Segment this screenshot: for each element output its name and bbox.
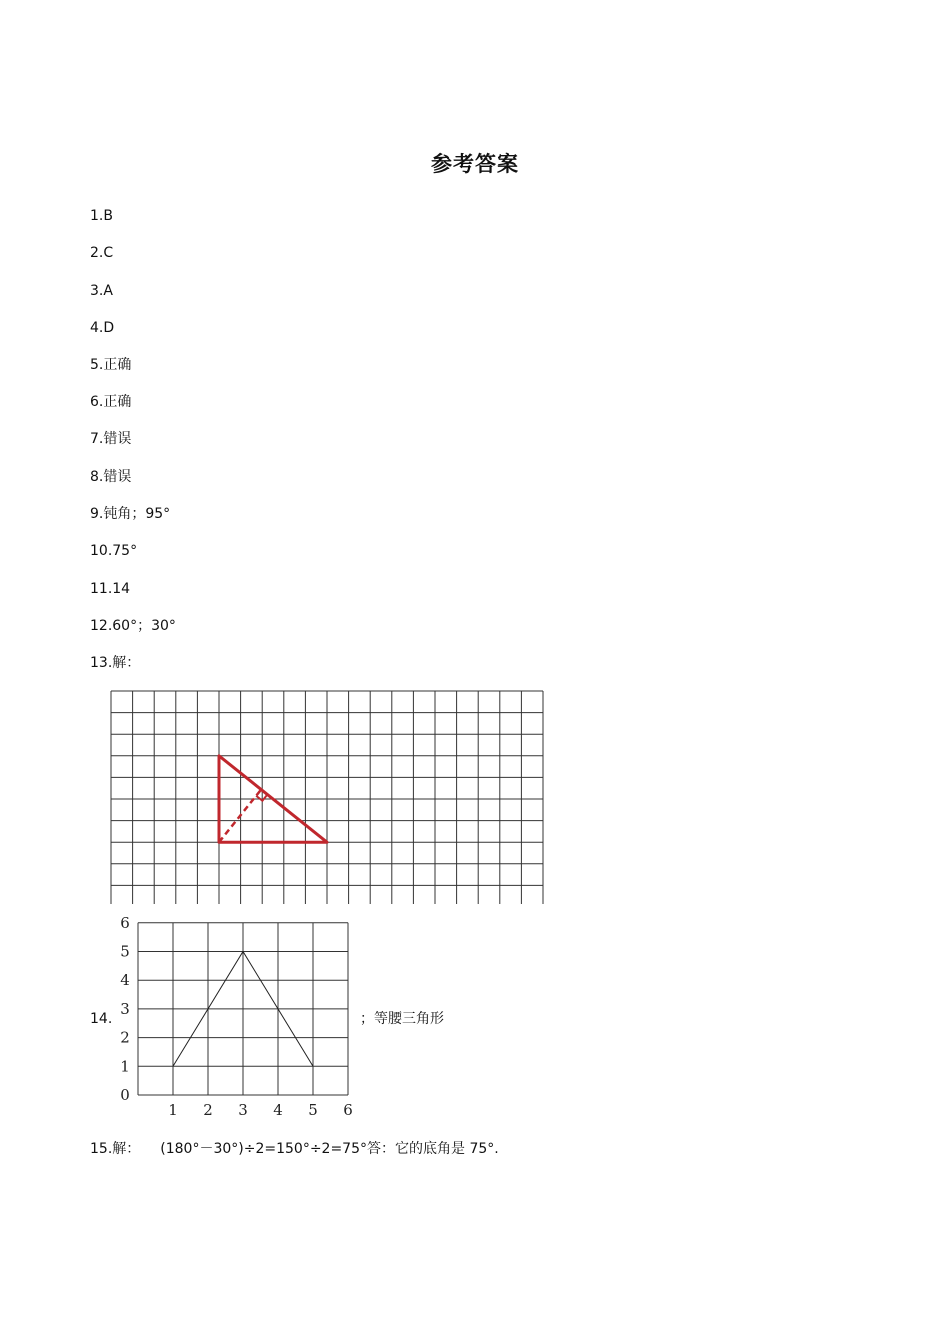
answer-9: 9.钝角；95° [90,506,171,522]
answer-11: 11.14 [90,581,131,597]
answer-8: 8.错误 [90,469,132,485]
answer-2: 2.C [90,245,114,261]
answer-10: 10.75° [90,543,138,559]
q14-coordinate-grid [112,914,362,1124]
answer-3: 3.A [90,283,113,299]
q14-y-tick-label: 0 [120,1086,130,1104]
q14-y-tick-label: 6 [120,914,130,932]
q14-x-tick-label: 5 [308,1101,318,1119]
answer-1: 1.B [90,208,113,224]
answer-7: 7.错误 [90,431,132,447]
q14-x-tick-label: 6 [343,1101,353,1119]
q13-altitude-dashed [219,790,261,843]
answer-15-label: 15.解： [90,1141,141,1157]
q14-x-tick-label: 1 [168,1101,178,1119]
q14-y-tick-label: 4 [120,971,130,990]
q14-y-tick-label: 3 [120,999,130,1018]
answer-4: 4.D [90,320,115,336]
answer-13: 13.解： [90,655,141,671]
answer-12: 12.60°；30° [90,618,176,634]
q14-x-tick-label: 3 [238,1101,248,1119]
q14-x-tick-label: 2 [203,1101,213,1119]
q14-y-tick-label: 2 [120,1028,130,1047]
answer-14-number: 14. [90,1011,113,1027]
q14-y-tick-label: 5 [120,942,130,961]
answer-5: 5.正确 [90,357,132,373]
q14-x-tick-label: 4 [273,1101,283,1119]
q14-grid-lines [138,923,348,1095]
q13-grid-lines [111,691,543,904]
page-title: 参考答案 [431,152,519,176]
q13-grid-figure [108,688,550,904]
q14-y-tick-label: 1 [120,1057,130,1076]
q14-axis-labels [120,914,353,1119]
answer-15-solution: (180°－30°)÷2=150°÷2=75°答：它的底角是 75°. [160,1141,499,1157]
answer-14-text: ；等腰三角形 [360,1011,444,1027]
answer-15 [90,1140,499,1158]
answer-6: 6.正确 [90,394,132,410]
